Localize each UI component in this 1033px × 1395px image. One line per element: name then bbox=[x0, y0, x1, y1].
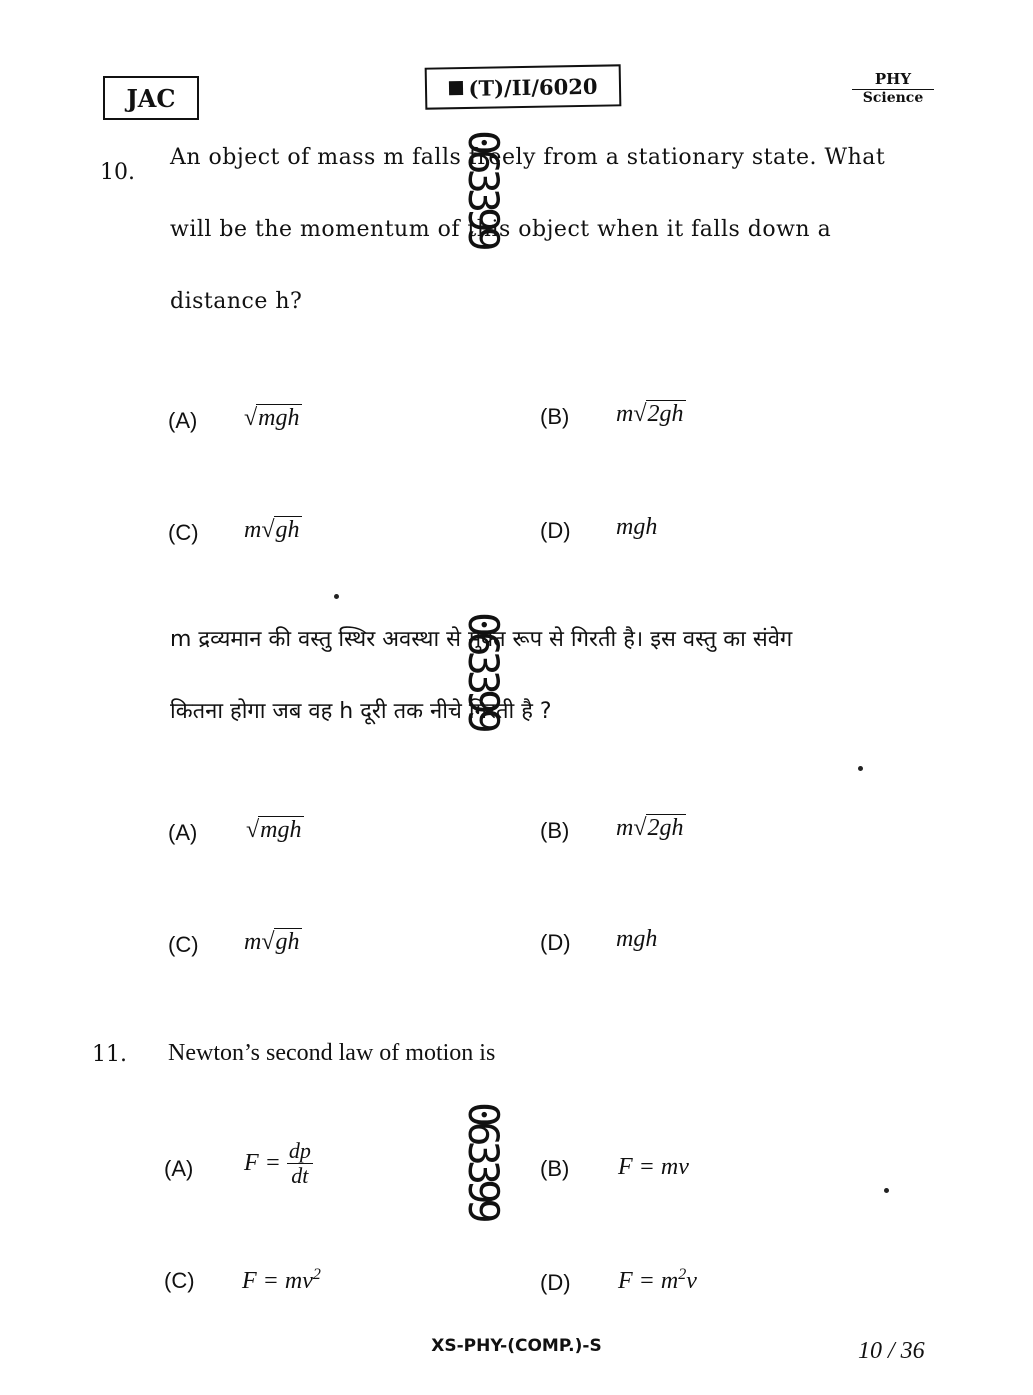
question-number: 10. bbox=[100, 160, 135, 185]
option-value: mgh bbox=[616, 514, 658, 540]
option-value: F = mv bbox=[618, 1154, 689, 1180]
radicand: gh bbox=[275, 929, 300, 955]
option-label: (C) bbox=[164, 1268, 195, 1293]
question-text-hindi bbox=[170, 604, 970, 748]
option-label: (A) bbox=[168, 820, 198, 845]
option-prefix: m bbox=[244, 929, 262, 955]
option-label: (C) bbox=[168, 520, 199, 545]
subject-name: Science bbox=[862, 90, 924, 106]
question-number: 11. bbox=[92, 1042, 127, 1067]
hindi-line: m द्रव्यमान की वस्तु स्थिर अवस्था से मुक्त रूप से गिरती है। इस वस्तु का संवेग bbox=[170, 627, 793, 652]
fraction-denominator: dt bbox=[291, 1163, 309, 1188]
speck bbox=[858, 766, 863, 771]
option-value: m√2gh bbox=[616, 815, 684, 841]
board-label bbox=[103, 76, 199, 120]
question-line: distance h? bbox=[170, 289, 303, 314]
option-prefix: m bbox=[616, 401, 634, 427]
option-label: (D) bbox=[540, 930, 571, 955]
paper-code: (T)/II/6020 bbox=[468, 73, 598, 101]
hindi-line: कितना होगा जब वह h दूरी तक नीचे गिरती है ? bbox=[170, 699, 552, 724]
option-label: (A) bbox=[168, 408, 198, 433]
option-label: (B) bbox=[540, 818, 570, 843]
option-value bbox=[242, 1266, 321, 1295]
paper-code-box bbox=[425, 64, 622, 109]
equation: F = m bbox=[618, 1268, 679, 1294]
option-prefix: m bbox=[616, 815, 634, 841]
radicand: 2gh bbox=[647, 815, 684, 841]
serial-stamp: 063399 bbox=[459, 612, 508, 728]
equation-lhs: F = bbox=[244, 1150, 281, 1176]
option-label: (A) bbox=[164, 1156, 194, 1181]
radicand: 2gh bbox=[647, 401, 684, 427]
speck bbox=[334, 594, 339, 599]
option-label: (C) bbox=[168, 932, 199, 957]
question-line: will be the momentum of this object when it falls down a bbox=[170, 217, 832, 242]
option-label: (B) bbox=[540, 404, 570, 429]
serial-stamp: 063399 bbox=[459, 130, 508, 246]
radicand: gh bbox=[275, 517, 300, 543]
speck bbox=[884, 1188, 889, 1193]
option-value: √mgh bbox=[244, 405, 300, 431]
fraction-numerator: dp bbox=[288, 1138, 311, 1163]
serial-stamp: 063399 bbox=[459, 1102, 508, 1218]
question-line: An object of mass m falls freely from a stationary state. What bbox=[170, 145, 886, 170]
fraction bbox=[287, 1140, 313, 1187]
question-text bbox=[170, 122, 960, 338]
option-value: m√gh bbox=[244, 517, 300, 543]
equation: F = mv bbox=[242, 1268, 313, 1294]
option-value: √mgh bbox=[246, 817, 302, 843]
page-number: 10 / 36 bbox=[858, 1338, 925, 1364]
option-value: m√gh bbox=[244, 929, 300, 955]
option-label: (D) bbox=[540, 518, 571, 543]
option-label: (B) bbox=[540, 1156, 570, 1181]
question-text: Newton’s second law of motion is bbox=[168, 1040, 496, 1066]
exponent: 2 bbox=[678, 1266, 687, 1283]
radicand: mgh bbox=[258, 405, 300, 431]
option-value bbox=[618, 1266, 697, 1295]
equation-tail: v bbox=[686, 1268, 697, 1294]
option-label: (D) bbox=[540, 1270, 571, 1295]
option-prefix: m bbox=[244, 517, 262, 543]
subject-code: PHY bbox=[852, 70, 934, 90]
square-bullet-icon bbox=[448, 81, 462, 95]
subject-label bbox=[852, 70, 934, 106]
option-value: m√2gh bbox=[616, 401, 684, 427]
option-value bbox=[244, 1140, 313, 1187]
exponent: 2 bbox=[312, 1266, 321, 1283]
footer-paper-code: XS-PHY-(COMP.)-S bbox=[431, 1336, 602, 1356]
radicand: mgh bbox=[260, 817, 302, 843]
option-value: mgh bbox=[616, 926, 658, 952]
board-label-text: JAC bbox=[126, 83, 176, 113]
